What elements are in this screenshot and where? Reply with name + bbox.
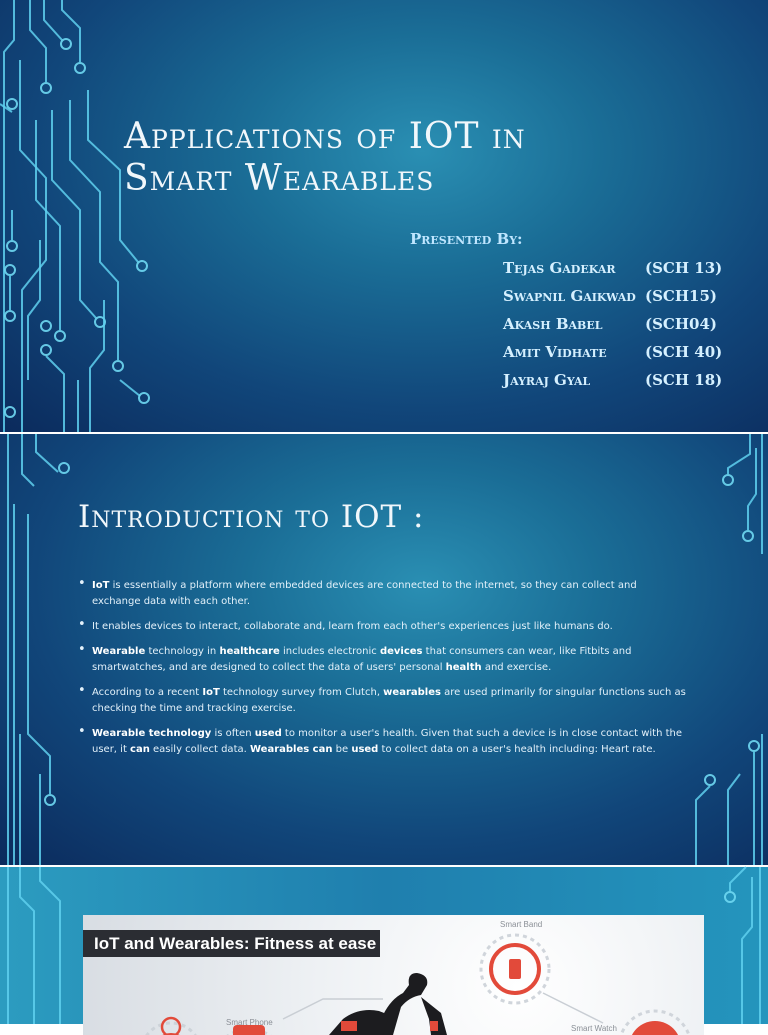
circuit-decoration-left — [0, 867, 80, 1024]
presenter-code: (SCH 13) — [645, 259, 723, 277]
presenter-row — [503, 315, 743, 337]
title-line-2: Smart Wearables — [124, 158, 435, 199]
presenter-code: (SCH15) — [645, 287, 718, 305]
smart-phone-label: Smart Phone — [226, 1018, 273, 1027]
circuit-decoration-left — [0, 0, 150, 432]
presenter-code: (SCH 18) — [645, 371, 723, 389]
presenter-code: (SCH04) — [645, 315, 718, 333]
presenter-name: Tejas Gadekar — [503, 259, 616, 277]
list-item: • Wearable technology in healthcare includes electronic devices that consumers can wear, like Fitbits and smartwatches, and are designed to collect the data of users' personal health and exercise. — [78, 644, 688, 676]
list-item: • IoT is essentially a platform where embedded devices are connected to the internet, so they can collect and exchange data with each other. — [78, 578, 688, 610]
smart-band-label: Smart Band — [500, 920, 543, 929]
infographic-slide — [0, 867, 768, 1033]
wearables-infographic-image — [83, 915, 704, 1035]
presenter-name: Akash Babel — [503, 315, 603, 333]
circuit-decoration-left — [0, 434, 80, 865]
presenter-code: (SCH 40) — [645, 343, 723, 361]
presenter-name: Amit Vidhate — [503, 343, 607, 361]
presented-by-label: Presented By: — [410, 230, 523, 248]
presenter-name: Swapnil Gaikwad — [503, 287, 636, 305]
smart-watch-label: Smart Watch — [571, 1024, 617, 1033]
title-line-1: Applications of IOT in — [124, 116, 526, 157]
list-item: • It enables devices to interact, collaborate and, learn from each other's experiences just like humans do. — [78, 619, 688, 635]
list-item: • According to a recent IoT technology survey from Clutch, wearables are used primarily for singular functions such as checking the time and tracking exercise. — [78, 685, 688, 717]
introduction-slide — [0, 434, 768, 865]
presenter-row — [503, 371, 743, 393]
presentation-title — [124, 116, 644, 200]
circuit-decoration-right — [688, 434, 768, 865]
presenter-row — [503, 287, 743, 309]
slide-title: Introduction to IOT : — [78, 499, 425, 535]
list-item: • Wearable technology is often used to monitor a user's health. Given that such a device is in close contact with the user, it can easily collect data. Wearables can be used to collect data on a user's health including: Heart rate. — [78, 726, 688, 758]
presenter-row — [503, 259, 743, 281]
infographic-title-bar — [83, 930, 380, 957]
title-slide — [0, 0, 768, 432]
presenter-name: Jayraj Gyal — [503, 371, 591, 389]
infographic-title: IoT and Wearables: Fitness at ease — [94, 934, 377, 953]
presenter-row — [503, 343, 743, 365]
bullet-list — [78, 578, 688, 767]
